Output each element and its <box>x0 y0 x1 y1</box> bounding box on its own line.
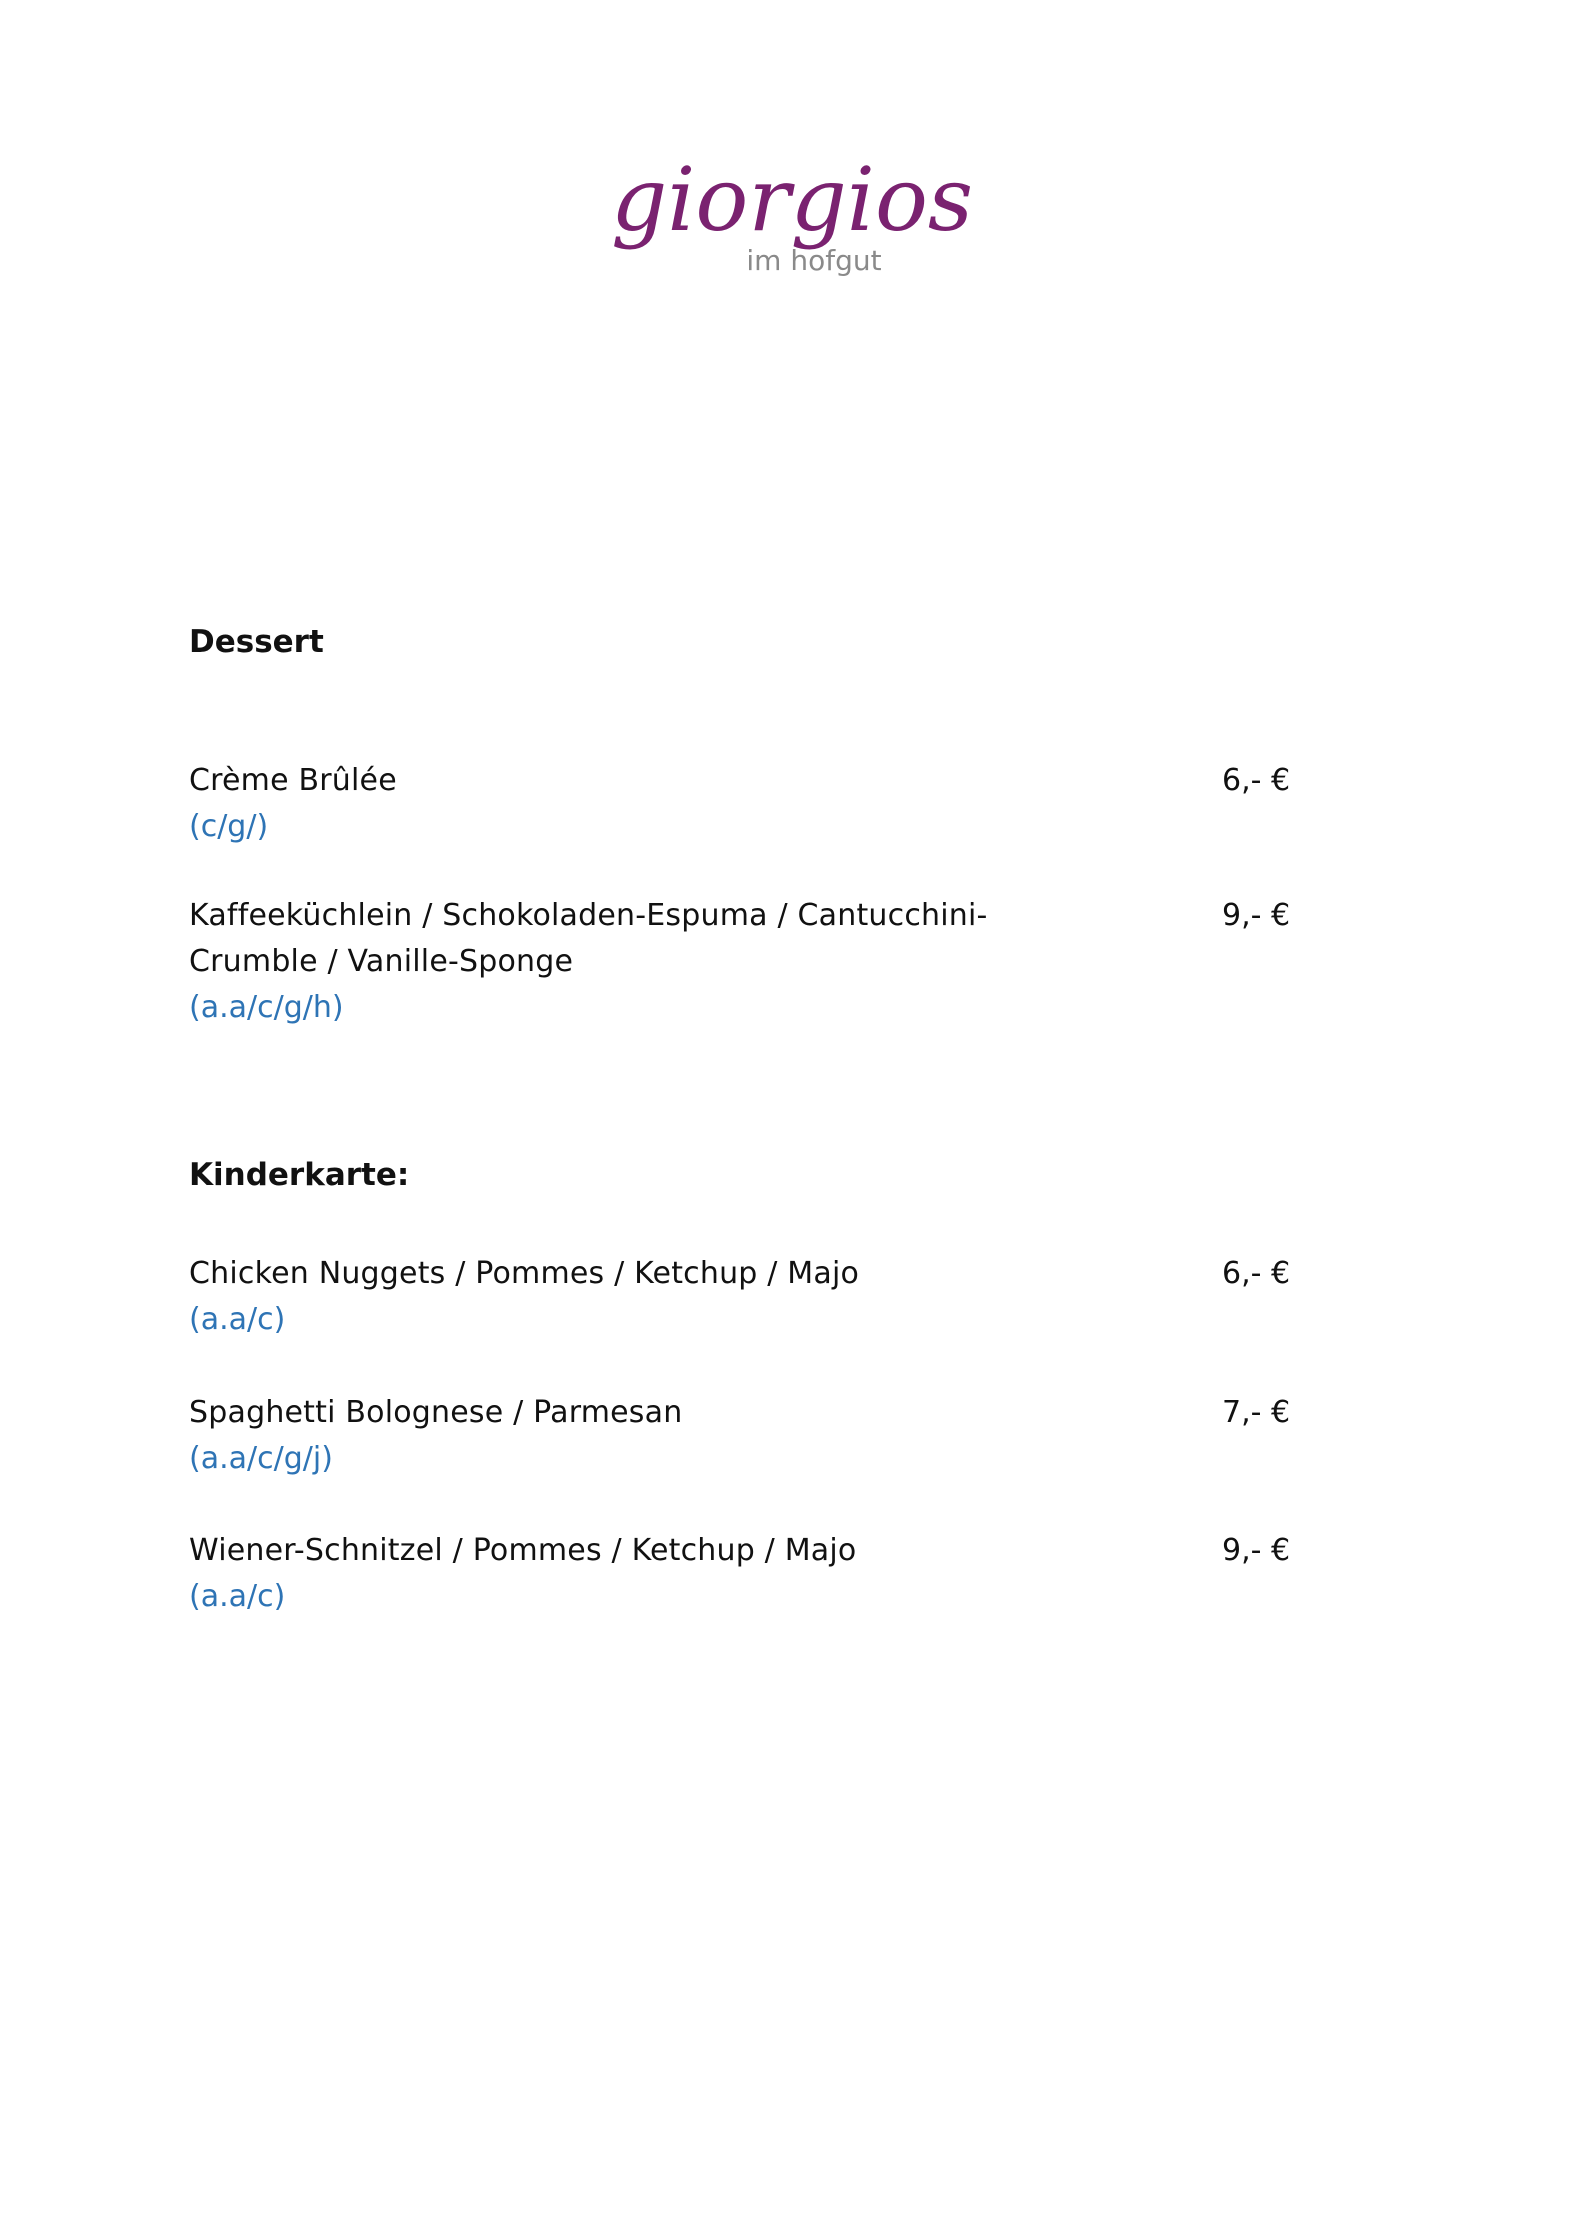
menu-item <box>189 1390 1299 1482</box>
section-title-dessert: Dessert <box>189 624 324 660</box>
menu-item <box>189 893 1299 1031</box>
item-price: 9,- € <box>1222 1533 1291 1568</box>
item-allergens: (a.a/c/g/h) <box>189 990 344 1025</box>
menu-item <box>189 758 1299 850</box>
item-allergens: (a.a/c) <box>189 1302 286 1337</box>
item-price: 7,- € <box>1222 1395 1291 1430</box>
item-name: Chicken Nuggets / Pommes / Ketchup / Majo <box>189 1256 860 1291</box>
menu-item <box>189 1251 1299 1343</box>
item-name: Wiener-Schnitzel / Pommes / Ketchup / Majo <box>189 1533 857 1568</box>
logo-tagline: im hofgut <box>746 244 882 277</box>
restaurant-logo <box>610 148 974 300</box>
item-allergens: (a.a/c) <box>189 1579 286 1614</box>
item-price: 6,- € <box>1222 763 1291 798</box>
item-price: 6,- € <box>1222 1256 1291 1291</box>
item-price: 9,- € <box>1222 898 1291 933</box>
item-name: Kaffeeküchlein / Schokoladen-Espuma / Cantucchini-Crumble / Vanille-Sponge <box>189 898 988 979</box>
menu-item <box>189 1528 1299 1620</box>
item-allergens: (a.a/c/g/j) <box>189 1441 333 1476</box>
logo-wordmark: giorgios <box>610 148 974 251</box>
item-name: Crème Brûlée <box>189 763 397 798</box>
item-name: Spaghetti Bolognese / Parmesan <box>189 1395 683 1430</box>
section-title-kinderkarte: Kinderkarte: <box>189 1157 410 1193</box>
item-allergens: (c/g/) <box>189 809 269 844</box>
